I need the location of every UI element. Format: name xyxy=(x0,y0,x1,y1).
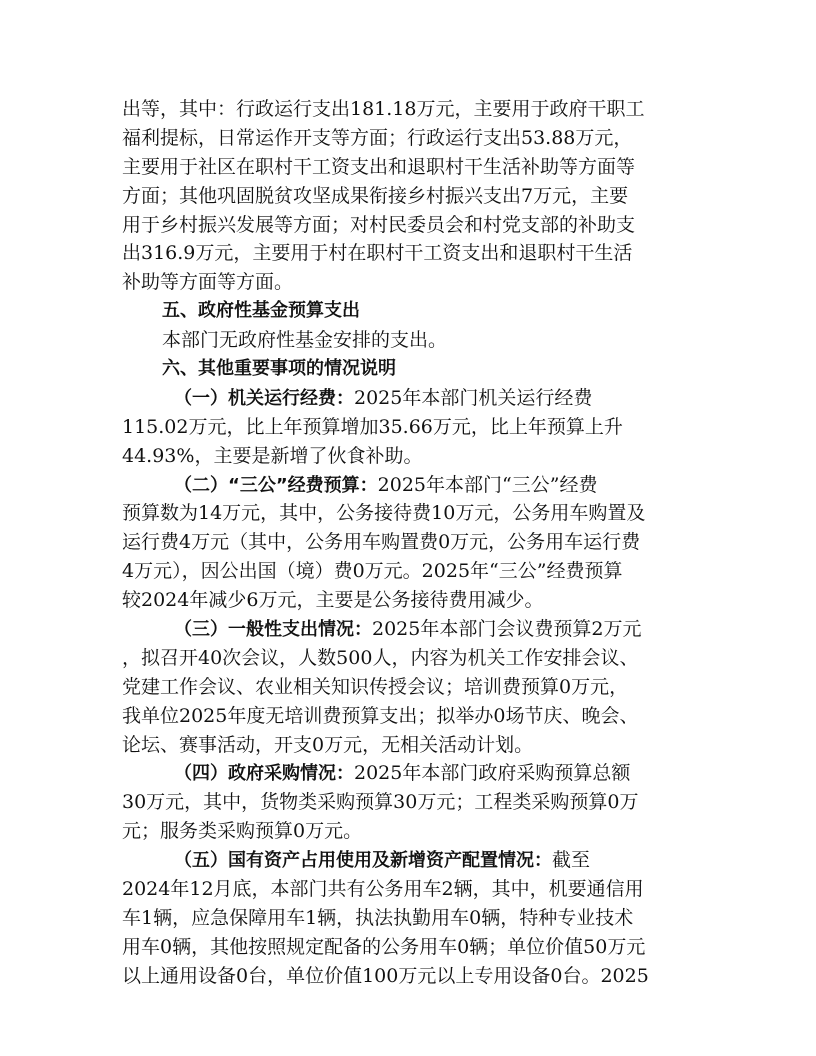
item-text: 2025年本部门机关运行经费 xyxy=(354,386,593,409)
item-label: （二）“三公”经费预算： xyxy=(174,474,378,496)
text-line: 预算数为14万元，其中，公务接待费10万元，公务用车购置及 xyxy=(122,502,646,525)
item-label: （三）一般性支出情况： xyxy=(174,619,372,641)
text-line: 44.93%，主要是新增了伙食补助。 xyxy=(122,444,423,467)
text-line: 元；服务类采购预算0万元。 xyxy=(122,820,363,843)
text-line: 补助等方面等方面。 xyxy=(122,271,294,294)
item-text: 2025年本部门会议费预算2万元 xyxy=(372,618,642,641)
item-general-expenditure xyxy=(122,615,700,759)
text-line: 用于乡村振兴发展等方面；对村民委员会和村党支部的补助支 xyxy=(122,213,636,236)
text-line: 论坛、赛事活动，开支0万元，无相关活动计划。 xyxy=(122,733,534,756)
section-heading-other-matters: 六、其他重要事项的情况说明 xyxy=(162,358,396,380)
item-label: （五）国有资产占用使用及新增资产配置情况： xyxy=(174,850,552,872)
text-line: 党建工作会议、农业相关知识传授会议；培训费预算0万元， xyxy=(122,675,629,698)
text-line: 2024年12月底，本部门共有公务用车2辆，其中，机要通信用 xyxy=(122,878,644,901)
text-line: 车1辆，应急保障用车1辆，执法执勤用车0辆，特种专业技术 xyxy=(122,906,634,929)
item-first-line xyxy=(122,471,700,500)
paragraph-expenditure-details xyxy=(122,95,700,297)
text-line: 30万元，其中，货物类采购预算30万元；工程类采购预算0万 xyxy=(122,791,639,814)
text-line: 出等，其中：行政运行支出181.18万元，主要用于政府干职工 xyxy=(122,98,645,120)
text-line: 用车0辆，其他按照规定配备的公务用车0辆；单位价值50万元 xyxy=(122,935,646,958)
text-line: 福利提标，日常运作开支等方面；行政运行支出53.88万元， xyxy=(122,126,633,149)
item-text: 截至 xyxy=(552,849,591,872)
item-label: （一）机关运行经费： xyxy=(174,387,354,409)
item-three-public-expenses xyxy=(122,471,700,615)
item-first-line xyxy=(122,615,700,644)
item-first-line xyxy=(122,384,700,413)
text-line: 方面；其他巩固脱贫攻坚成果衔接乡村振兴支出7万元，主要 xyxy=(122,184,629,207)
section-heading-fund-budget: 五、政府性基金预算支出 xyxy=(162,300,360,322)
text-line: 115.02万元，比上年预算增加35.66万元，比上年预算上升 xyxy=(122,415,623,438)
item-government-procurement xyxy=(122,759,700,846)
text-line: 主要用于社区在职村干工资支出和退职村干生活补助等方面等 xyxy=(122,155,636,178)
text-line: 出316.9万元，主要用于村在职村干工资支出和退职村干生活 xyxy=(122,242,633,265)
item-first-line xyxy=(122,759,700,788)
text-line: 以上通用设备0台，单位价值100万元以上专用设备0台。2025 xyxy=(122,964,649,987)
item-operating-expenses xyxy=(122,384,700,471)
text-line: 运行费4万元（其中，公务用车购置费0万元，公务用车运行费 xyxy=(122,531,641,554)
section-body-fund-budget: 本部门无政府性基金安排的支出。 xyxy=(162,329,448,352)
text-line: ，拟召开40次会议，人数500人，内容为机关工作安排会议、 xyxy=(122,646,639,669)
text-line: 我单位2025年度无培训费预算支出；拟举办0场节庆、晚会、 xyxy=(122,704,639,727)
text-line: 4万元），因公出国（境）费0万元。2025年“三公”经费预算 xyxy=(122,560,623,583)
item-text: 2025年本部门政府采购预算总额 xyxy=(354,762,631,785)
document-body xyxy=(122,95,700,991)
text-line: 较2024年减少6万元，主要是公务接待费用减少。 xyxy=(122,589,544,612)
item-label: （四）政府采购情况： xyxy=(174,763,354,785)
item-first-line xyxy=(122,846,700,875)
item-state-assets xyxy=(122,846,700,990)
item-text: 2025年本部门“三公”经费 xyxy=(377,473,598,496)
